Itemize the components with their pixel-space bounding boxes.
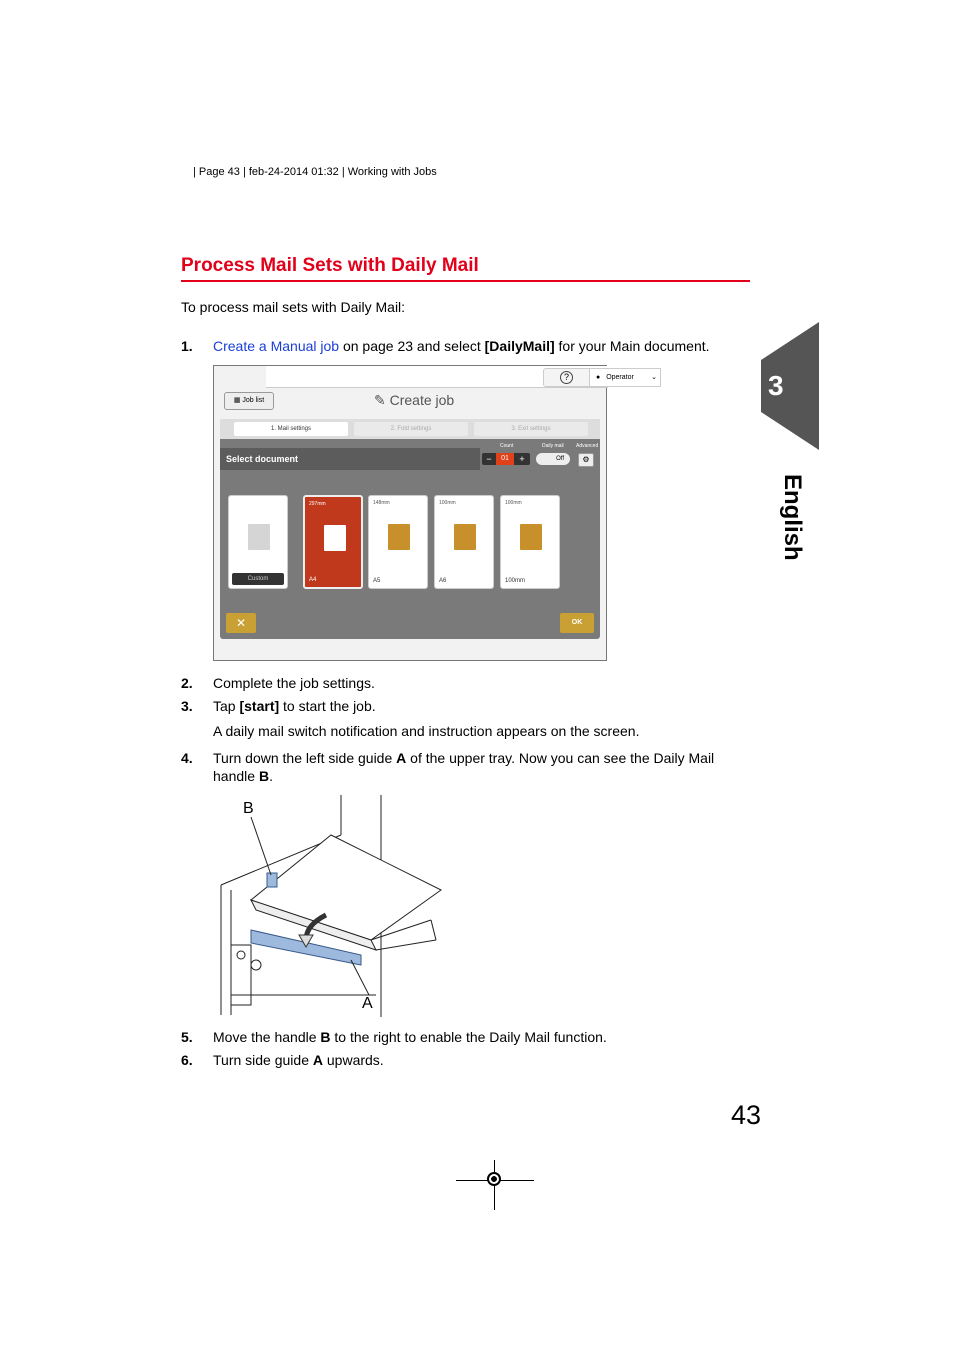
minus-button[interactable]: − [486, 454, 492, 464]
document-icon [388, 524, 410, 550]
step-number: 4. [181, 750, 193, 766]
step-number: 1. [181, 338, 193, 354]
step-text: Turn side guide A upwards. [213, 1052, 384, 1068]
create-job-title: ✎ Create job [374, 392, 455, 408]
page-number: 43 [731, 1100, 762, 1130]
label-a: A [362, 995, 373, 1012]
step-number: 5. [181, 1029, 193, 1045]
title-rule [181, 280, 750, 282]
document-card-a5[interactable]: 148mm A5 [368, 495, 428, 589]
step-text-line2: handle B. [213, 768, 273, 784]
document-card-a6[interactable]: 100mm A6 [434, 495, 494, 589]
step-text: Turn down the left side guide A of the upper tray. Now you can see the Daily Mail [213, 750, 715, 766]
grid-icon: ▦ [233, 397, 241, 404]
user-selector[interactable]: ● Operator ⌄ [589, 368, 661, 387]
close-icon: ✕ [235, 616, 247, 630]
tab-exit-settings[interactable]: 3. Exit settings [474, 422, 588, 436]
help-button[interactable] [543, 368, 591, 387]
device-screenshot [213, 365, 657, 661]
step-number: 6. [181, 1052, 193, 1068]
count-stepper [482, 453, 530, 465]
help-icon: ? [560, 371, 573, 384]
tray-illustration [211, 795, 443, 1017]
gear-icon[interactable]: ⚙ [578, 453, 594, 467]
plus-button[interactable]: + [519, 454, 525, 464]
daily-mail-label: Daily mail [542, 443, 564, 449]
chevron-down-icon: ⌄ [651, 374, 657, 381]
document-icon [324, 525, 346, 551]
document-icon [454, 524, 476, 550]
step-text: Create a Manual job on page 23 and select [DailyMail] for your Main document. [213, 338, 710, 354]
document-card-a4[interactable]: 297mm A4 [303, 495, 363, 589]
step-number: 2. [181, 675, 193, 691]
step-tabs [220, 419, 600, 439]
advanced-label: Advanced [576, 443, 599, 449]
intro-text: To process mail sets with Daily Mail: [181, 299, 406, 315]
page-header: | Page 43 | feb-24-2014 01:32 | Working with Jobs [193, 166, 437, 178]
cancel-button[interactable] [226, 613, 256, 633]
ok-button[interactable]: OK [560, 613, 594, 633]
count-value: 01 [496, 453, 514, 465]
count-label: Count [500, 443, 514, 449]
step-text: Complete the job settings. [213, 675, 375, 691]
create-manual-job-link[interactable]: Create a Manual job [213, 338, 340, 354]
step-note: A daily mail switch notification and instruction appears on the screen. [213, 723, 640, 739]
step-text: Move the handle B to the right to enable the Daily Mail function. [213, 1029, 607, 1045]
pencil-icon: ✎ [374, 392, 386, 408]
document-icon [520, 524, 542, 550]
registration-mark-icon [487, 1172, 501, 1186]
label-b: B [243, 800, 254, 817]
select-document-label: Select document [220, 448, 480, 470]
section-title: Process Mail Sets with Daily Mail [181, 255, 479, 276]
job-panel [220, 419, 600, 639]
step-text: Tap [start] to start the job. [213, 698, 376, 714]
document-card-custom[interactable] [228, 495, 288, 589]
step-number: 3. [181, 698, 193, 714]
document-card-100mm[interactable]: 100mm 100mm [500, 495, 560, 589]
daily-mail-handle-b [267, 873, 277, 887]
custom-button[interactable]: Custom [232, 573, 284, 585]
top-bar [266, 366, 657, 388]
job-list-button[interactable]: ▦ Job list [224, 392, 274, 410]
document-icon [248, 524, 270, 550]
user-icon: ● [596, 374, 601, 381]
tab-fold-settings[interactable]: 2. Fold settings [354, 422, 468, 436]
tab-mail-settings[interactable]: 1. Mail settings [234, 422, 348, 436]
language-label: English [779, 474, 806, 561]
daily-mail-toggle[interactable]: Off [536, 453, 570, 465]
chapter-number: 3 [768, 370, 784, 401]
